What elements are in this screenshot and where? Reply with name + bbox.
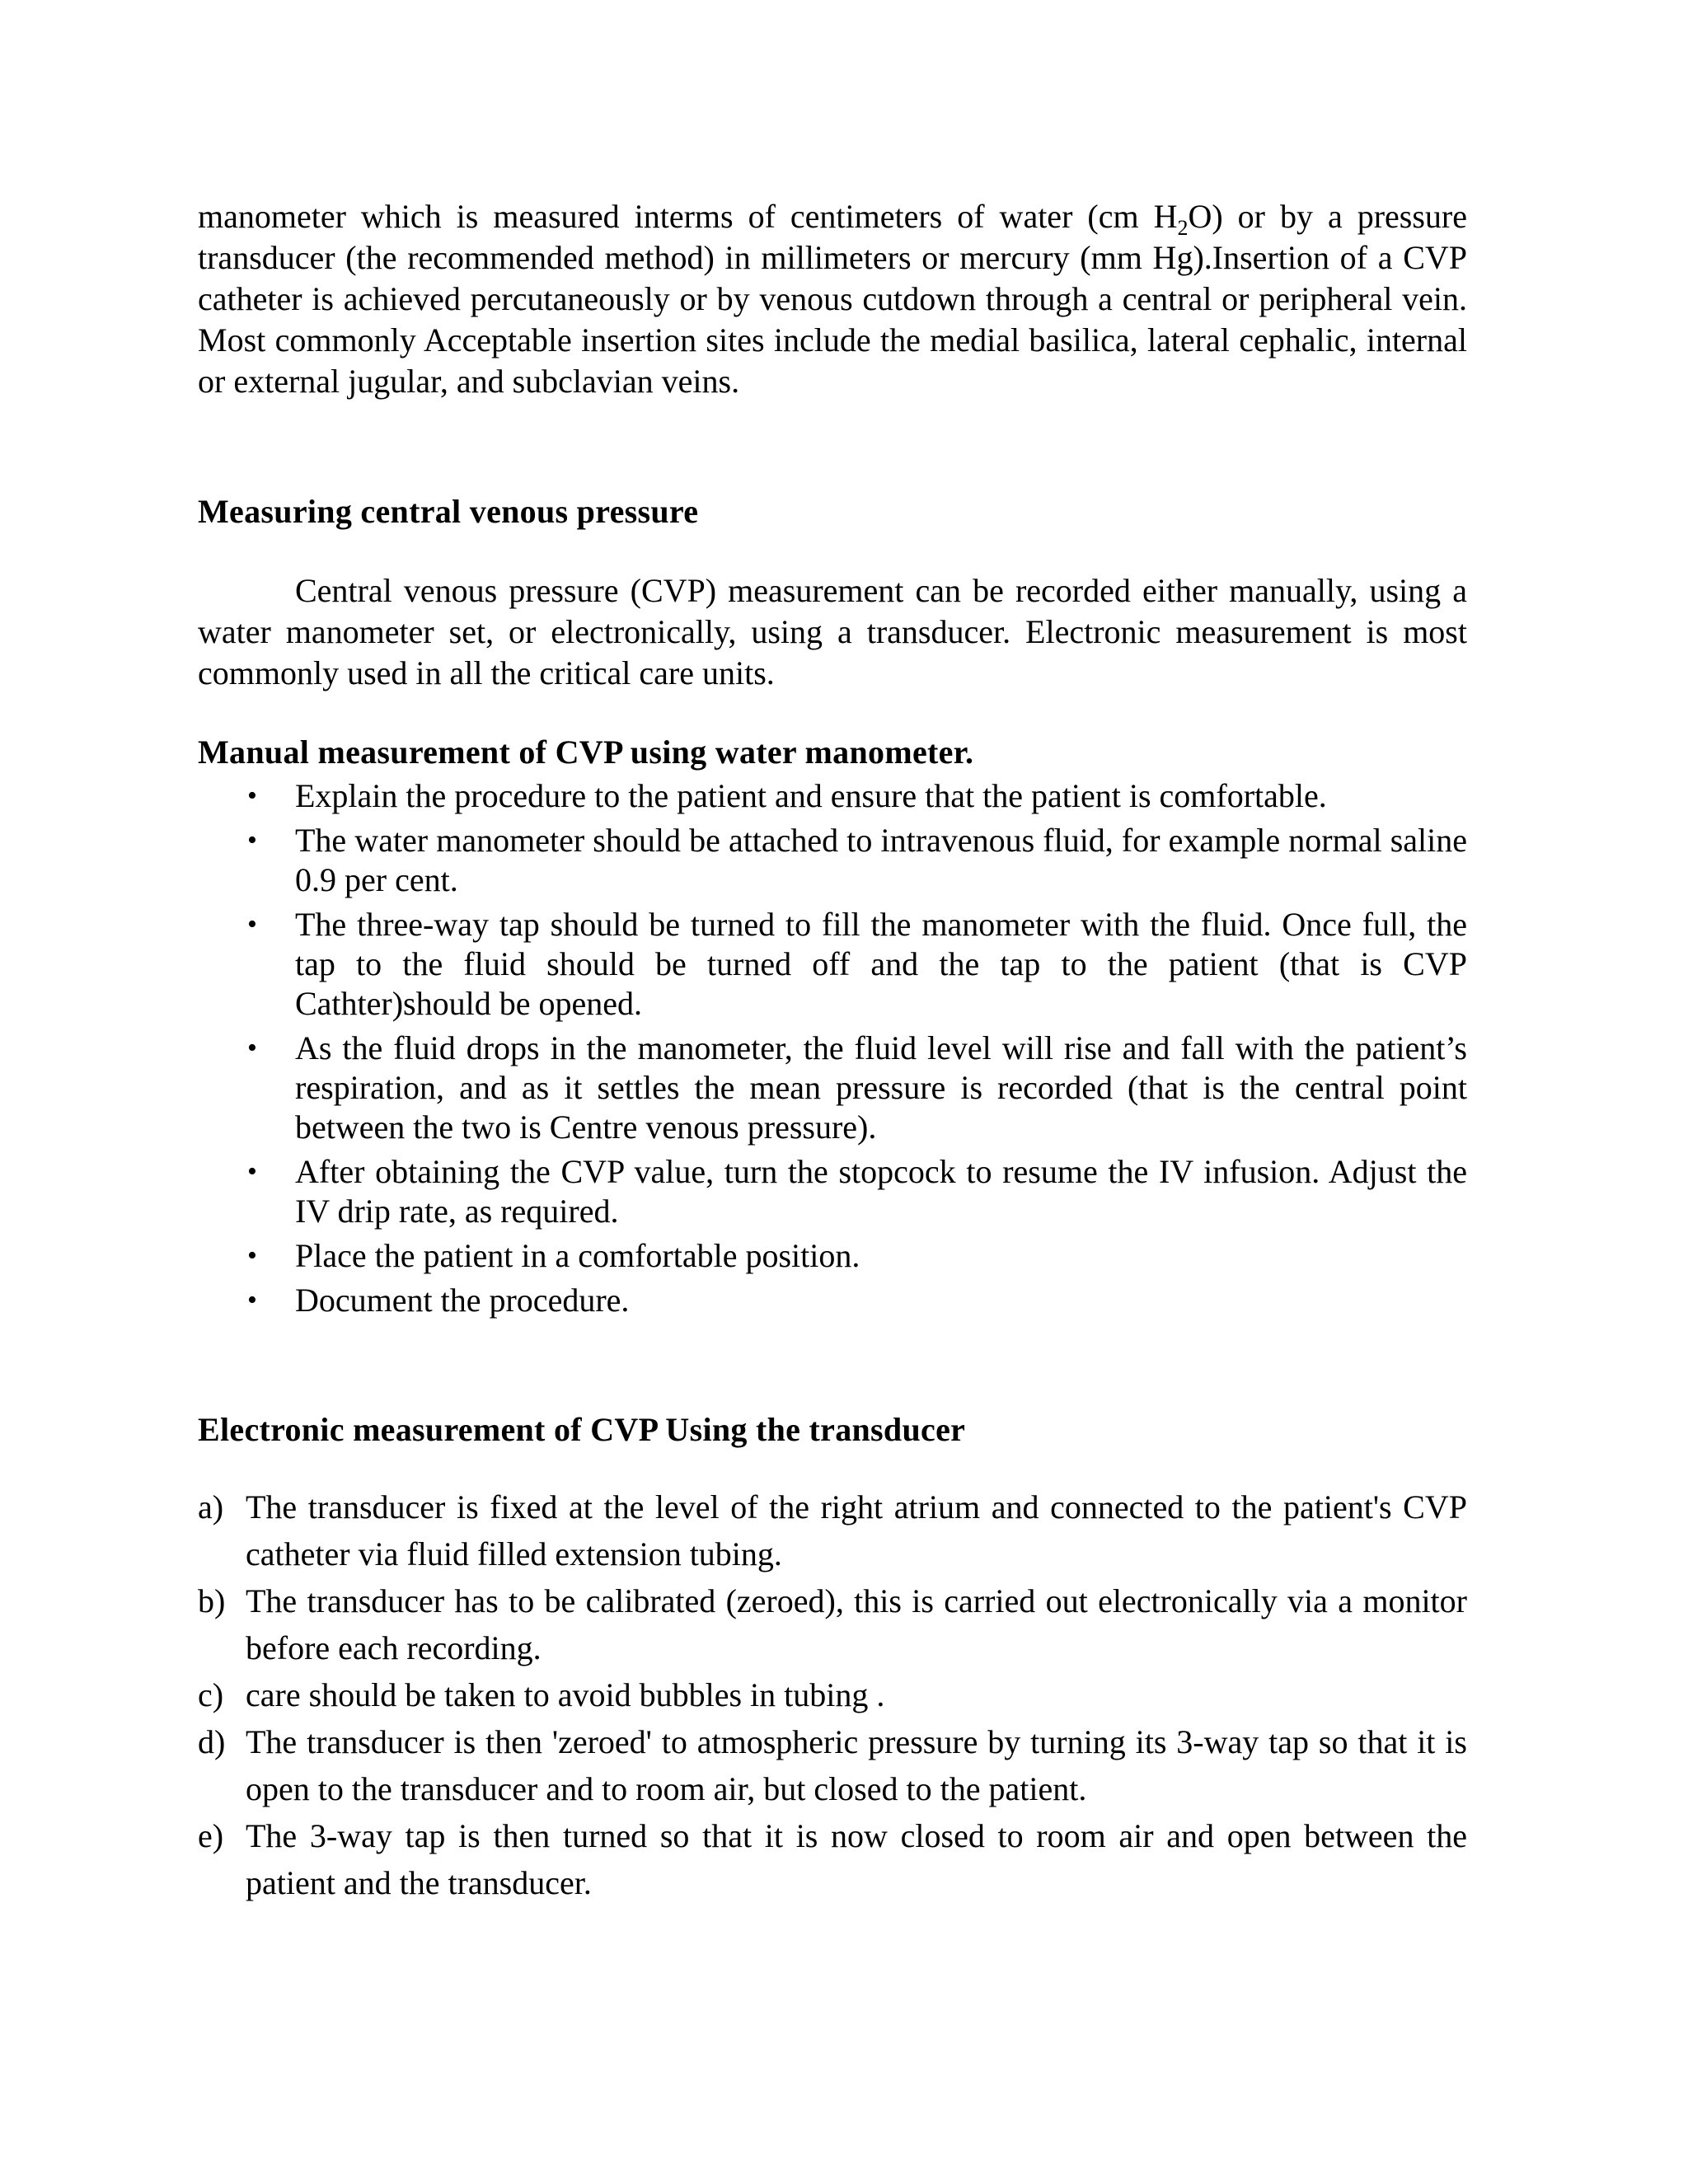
bullet-icon: • xyxy=(247,825,257,855)
bullet-icon: • xyxy=(247,1240,257,1271)
list-item-text: As the fluid drops in the manometer, the fluid level will rise and fall with the patient’s respiration, and as it settles the mean pressure is recorded (that is the central point between the two is Centre venous pressure). xyxy=(295,1029,1467,1146)
bullet-icon: • xyxy=(247,909,257,940)
section3-heading: Electronic measurement of CVP Using the transducer xyxy=(198,1411,966,1448)
list-item-text: care should be taken to avoid bubbles in tubing . xyxy=(246,1676,885,1713)
bullet-icon: • xyxy=(247,780,257,811)
list-item xyxy=(198,1812,1467,1906)
bullet-icon: • xyxy=(247,1285,257,1315)
list-item xyxy=(198,1483,1467,1577)
list-item xyxy=(198,905,1467,1024)
list-item-text: Explain the procedure to the patient and ensure that the patient is comfortable. xyxy=(295,777,1327,814)
electronic-steps-list xyxy=(198,1483,1467,1906)
list-item-text: The transducer is then 'zeroed' to atmospheric pressure by turning its 3-way tap so that it is open to the transducer and to room air, but closed to the patient. xyxy=(246,1723,1467,1807)
list-item-text: Document the procedure. xyxy=(295,1282,630,1319)
list-item-text: The transducer is fixed at the level of the right atrium and connected to the patient's CVP catheter via fluid filled extension tubing. xyxy=(246,1488,1467,1572)
section1-heading: Measuring central venous pressure xyxy=(198,493,699,530)
bullet-icon: • xyxy=(247,1033,257,1063)
list-item xyxy=(198,1718,1467,1812)
list-item-text: The transducer has to be calibrated (zeroed), this is carried out electronically via a monitor before each recording. xyxy=(246,1582,1467,1666)
list-item xyxy=(198,1281,1467,1320)
list-item xyxy=(198,1152,1467,1231)
list-item xyxy=(198,1671,1467,1718)
document-page xyxy=(198,196,1467,1906)
manual-steps-list xyxy=(198,776,1467,1320)
list-item xyxy=(198,1236,1467,1276)
list-item xyxy=(198,776,1467,816)
section2-heading: Manual measurement of CVP using water manometer. xyxy=(198,733,974,771)
list-item-text: Place the patient in a comfortable position. xyxy=(295,1237,860,1274)
list-item-text: The three-way tap should be turned to fill the manometer with the fluid. Once full, the tap to the fluid should be turned off and the tap to the patient (that is CVP Cathter)should be opened. xyxy=(295,906,1467,1022)
intro-paragraph xyxy=(198,196,1467,402)
list-item-text: The water manometer should be attached to intravenous fluid, for example normal saline 0.9 per cent. xyxy=(295,822,1467,898)
intro-subscript: 2 xyxy=(1177,216,1189,240)
list-marker: c) xyxy=(198,1676,224,1713)
bullet-icon: • xyxy=(247,1156,257,1187)
list-item-text: After obtaining the CVP value, turn the stopcock to resume the IV infusion. Adjust the IV drip rate, as required. xyxy=(295,1153,1467,1230)
list-item-text: The 3-way tap is then turned so that it is now closed to room air and open between the patient and the transducer. xyxy=(246,1817,1467,1901)
section1-paragraph: Central venous pressure (CVP) measurement can be recorded either manually, using a water manometer set, or electronically, using a transducer. Electronic measurement is most commonly used in all the critical care units. xyxy=(198,572,1467,691)
list-marker: b) xyxy=(198,1582,226,1619)
list-item xyxy=(198,1029,1467,1147)
list-marker: d) xyxy=(198,1723,226,1760)
list-item xyxy=(198,1577,1467,1671)
intro-text-part1: manometer which is measured interms of centimeters of water (cm H xyxy=(198,198,1178,235)
list-marker: e) xyxy=(198,1817,224,1854)
intro-text-part2: O) or by a pressure transducer (the recommended method) in millimeters or mercury (mm Hg).Insertion of a CVP catheter is achieved percutaneously or by venous cutdown through a central or peripheral vein. Most commonly Acceptable insertion sites include the medial basilica, lateral cephalic, internal or external jugular, and subclavian veins. xyxy=(198,198,1467,400)
list-item xyxy=(198,821,1467,900)
list-marker: a) xyxy=(198,1488,224,1526)
